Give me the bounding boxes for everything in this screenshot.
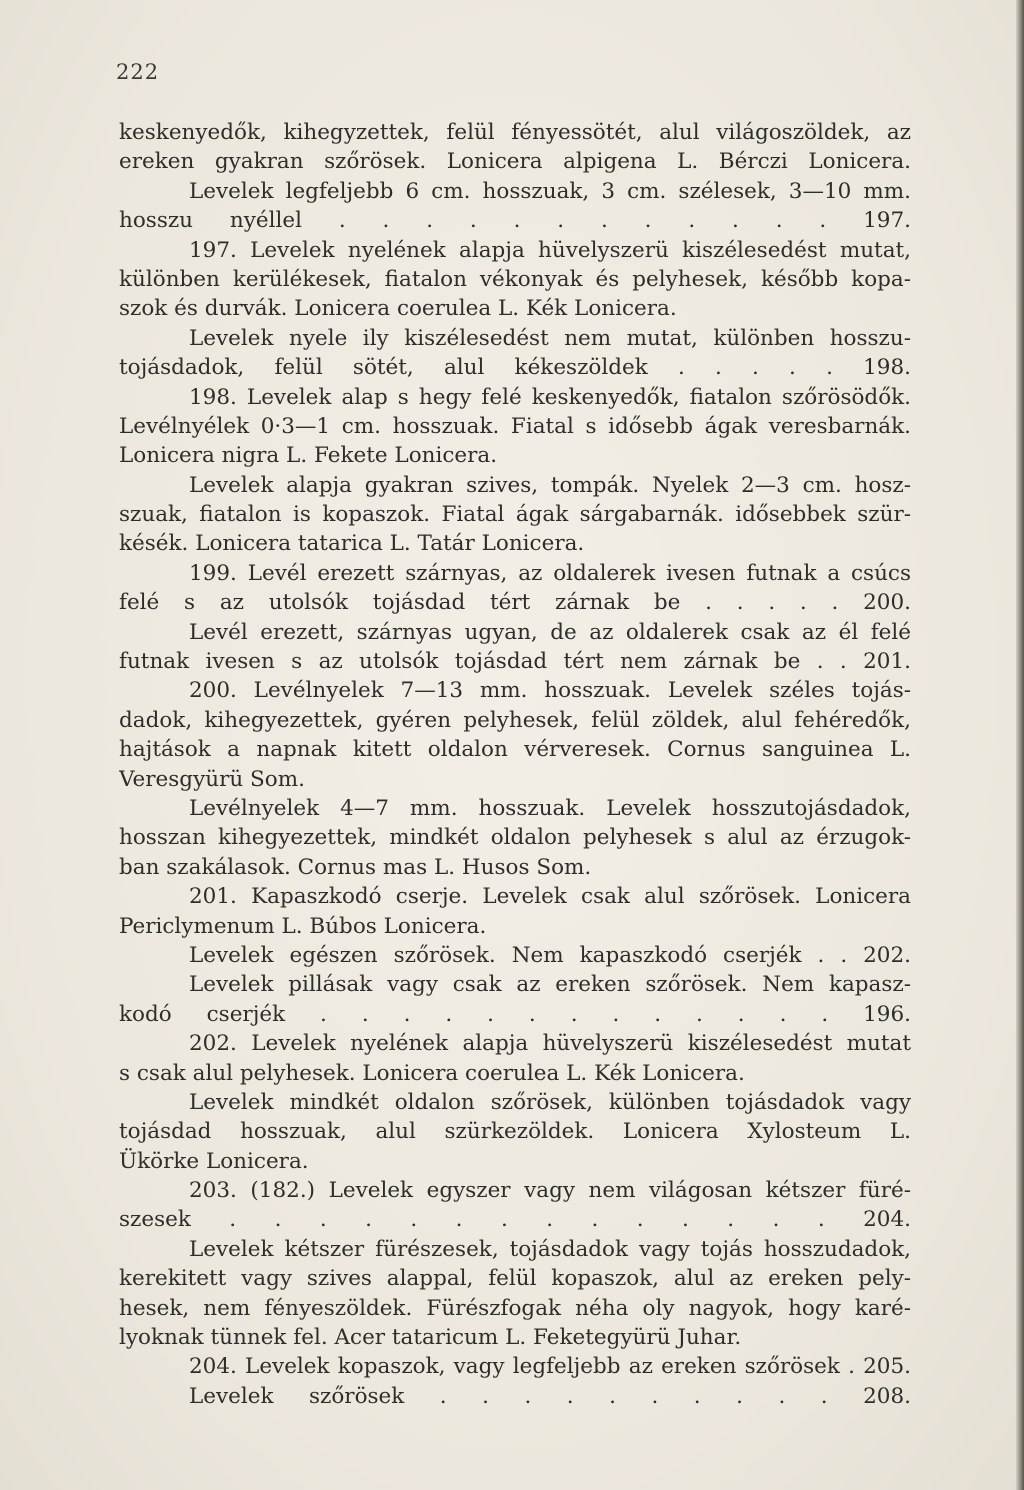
text-line: tojásdad hosszuak, alul szürkezöldek. Lonicera Xylosteum L. (119, 1119, 911, 1145)
text-line: felé s az utolsók tojásdad tért zárnak be . . . . . 200. (119, 590, 911, 616)
text-line: szesek . . . . . . . . . . . . . . 204. (119, 1207, 911, 1233)
text-line: dadok, kihegyezettek, gyéren pelyhesek, felül zöldek, alul fehéredők, (119, 707, 911, 733)
text-line: Veresgyürü Som. (119, 766, 305, 792)
text-line: kerekitett vagy szives alappal, felül kopaszok, alul az ereken pely- (119, 1266, 911, 1292)
text-line: Periclymenum L. Búbos Lonicera. (119, 913, 487, 939)
page-number: 222 (116, 60, 160, 84)
text-line: Levél erezett, szárnyas ugyan, de az oldalerek csak az él felé (189, 619, 911, 645)
text-line: 200. Levélnyelek 7—13 mm. hosszuak. Levelek széles tojás- (189, 678, 911, 704)
text-line: Lonicera nigra L. Fekete Lonicera. (119, 443, 498, 469)
text-line: kodó cserjék . . . . . . . . . . . . . 196. (119, 1001, 911, 1027)
text-line: ban szakálasok. Cornus mas L. Husos Som. (119, 854, 592, 880)
text-line: futnak ivesen s az utolsók tojásdad tért nem zárnak be . . 201. (119, 649, 911, 675)
text-line: 204. Levelek kopaszok, vagy legfeljebb az ereken szőrösek . 205. (189, 1354, 911, 1380)
text-line: szuak, fiatalon is kopaszok. Fiatal ágak sárgabarnák. idősebbek szür- (119, 502, 911, 528)
text-line: Levelek nyele ily kiszélesedést nem mutat, különben hosszu- (189, 325, 911, 351)
text-line: 199. Levél erezett szárnyas, az oldalerek ivesen futnak a csúcs (189, 560, 911, 586)
text-line: 198. Levelek alap s hegy felé keskenyedők, fiatalon szőrösödők. (189, 384, 911, 410)
text-line: késék. Lonicera tatarica L. Tatár Lonicera. (119, 531, 585, 557)
text-line: Levelek legfeljebb 6 cm. hosszuak, 3 cm. szélesek, 3—10 mm. (189, 178, 911, 204)
text-line: 202. Levelek nyelének alapja hüvelyszerü kiszélesedést mutat (189, 1031, 911, 1057)
text-line: Ükörke Lonicera. (119, 1148, 309, 1174)
text-line: szok és durvák. Lonicera coerulea L. Kék Lonicera. (119, 296, 677, 322)
text-line: Levélnyélek 0·3—1 cm. hosszuak. Fiatal s idősebb ágak veresbarnák. (119, 413, 911, 439)
text-line: hosszu nyéllel . . . . . . . . . . . . 197. (119, 208, 911, 234)
page-edge-shadow (1016, 0, 1024, 1490)
text-line: Levelek alapja gyakran szives, tompák. Nyelek 2—3 cm. hosz- (189, 472, 911, 498)
text-line: tojásdadok, felül sötét, alul kékeszöldek . . . . . 198. (119, 355, 911, 381)
text-line: 197. Levelek nyelének alapja hüvelyszerü kiszélesedést mutat, (189, 237, 911, 263)
text-line: 203. (182.) Levelek egyszer vagy nem világosan kétszer füré- (189, 1178, 911, 1204)
text-line: Levelek szőrösek . . . . . . . . . . 208. (189, 1383, 911, 1409)
text-line: Levelek mindkét oldalon szőrösek, különben tojásdadok vagy (189, 1089, 911, 1115)
text-line: hesek, nem fényeszöldek. Fürészfogak néha oly nagyok, hogy karé- (119, 1295, 911, 1321)
text-line: s csak alul pelyhesek. Lonicera coerulea L. Kék Lonicera. (119, 1060, 745, 1086)
text-line: lyoknak tünnek fel. Acer tataricum L. Feketegyürü Juhar. (119, 1325, 742, 1351)
text-line: Levélnyelek 4—7 mm. hosszuak. Levelek hosszutojásdadok, (189, 795, 911, 821)
text-line: hajtások a napnak kitett oldalon vérveresek. Cornus sanguinea L. (119, 737, 911, 763)
text-line: hosszan kihegyezettek, mindkét oldalon pelyhesek s alul az érzugok- (119, 825, 911, 851)
text-line: Levelek pillásak vagy csak az ereken szőrösek. Nem kapasz- (189, 972, 911, 998)
text-line: Levelek egészen szőrösek. Nem kapaszkodó cserjék . . 202. (189, 942, 911, 968)
text-line: 201. Kapaszkodó cserje. Levelek csak alul szőrösek. Lonicera (189, 884, 911, 910)
text-line: különben kerülékesek, fiatalon vékonyak és pelyhesek, később kopa- (119, 266, 911, 292)
text-line: Levelek kétszer fürészesek, tojásdadok vagy tojás hosszudadok, (189, 1236, 911, 1262)
text-line: keskenyedők, kihegyzettek, felül fényessötét, alul világoszöldek, az (119, 120, 911, 145)
body-text (119, 118, 911, 1411)
text-line: ereken gyakran szőrösek. Lonicera alpigena L. Bérczi Lonicera. (119, 149, 911, 175)
